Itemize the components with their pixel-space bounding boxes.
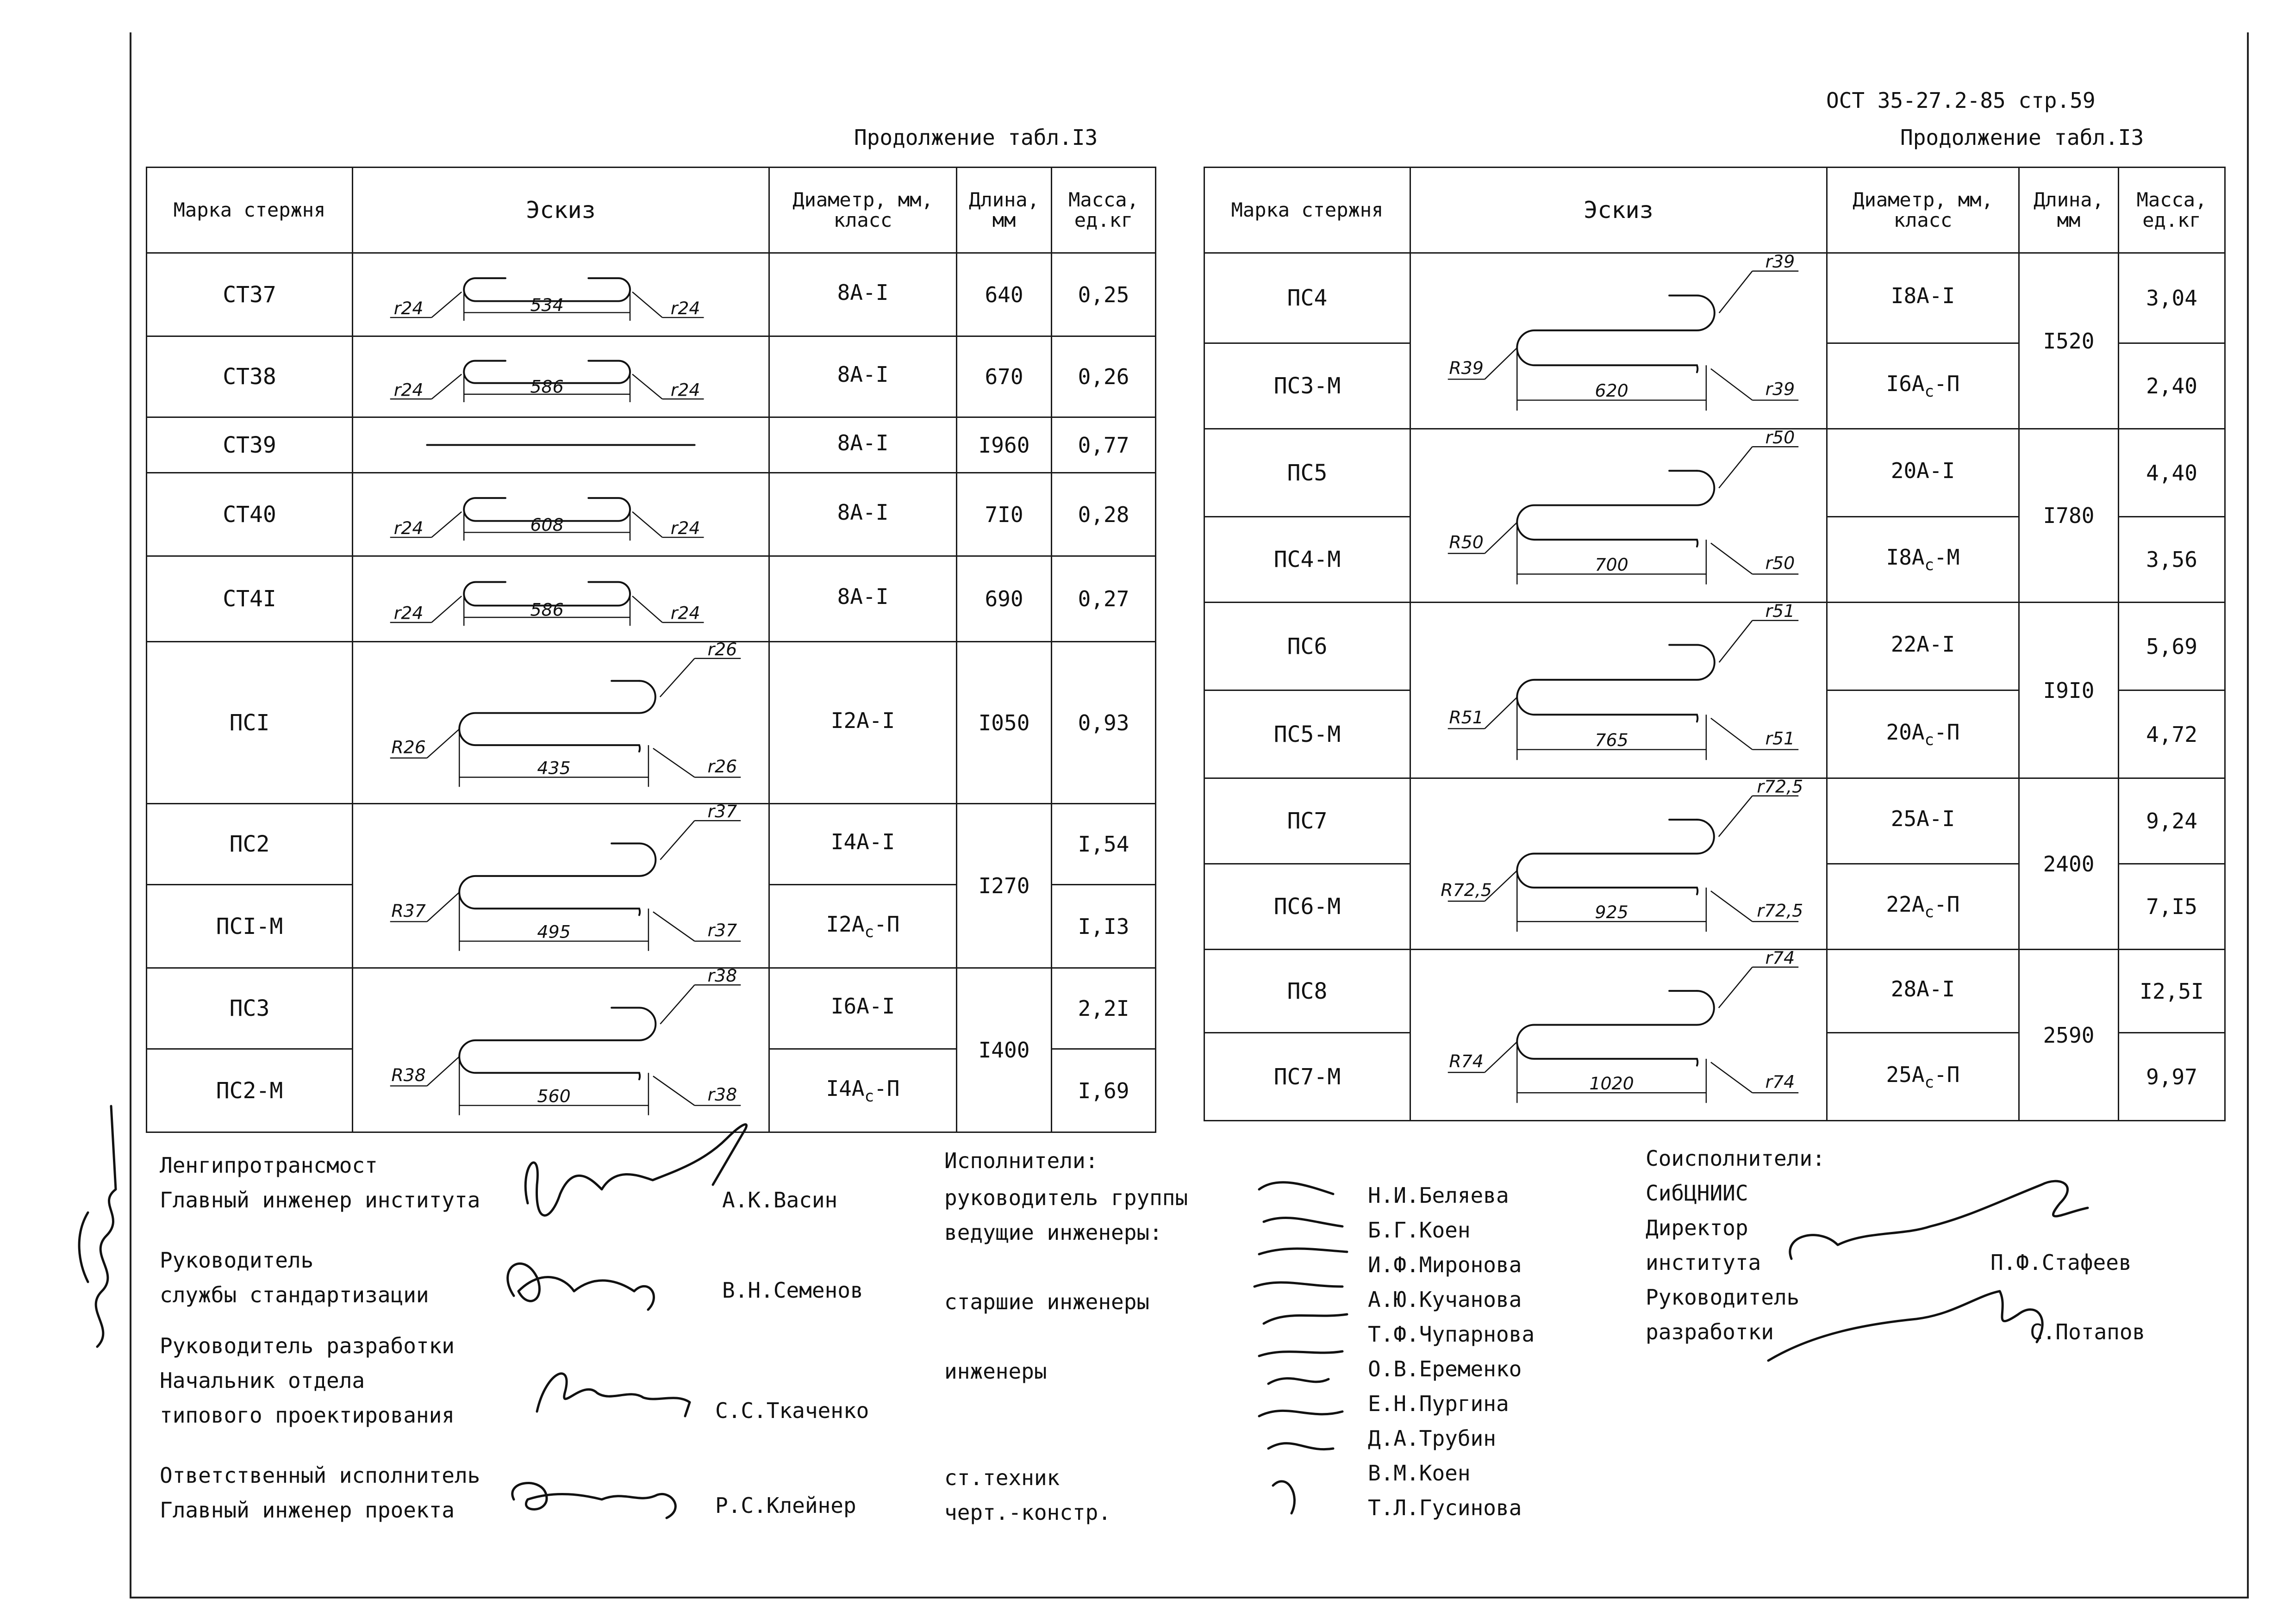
length-cell: I960 xyxy=(957,417,1052,473)
signature-scribble xyxy=(1782,1166,2115,1287)
bar-sketch xyxy=(353,557,768,641)
mark-cell: ПС5-М xyxy=(1204,690,1410,778)
dimension-label: 560 xyxy=(537,1086,571,1107)
executor-name: И.Ф.Миронова xyxy=(1368,1252,1522,1277)
executor-name: Б.Г.Коен xyxy=(1368,1218,1471,1243)
radius-label: R26 xyxy=(391,737,426,758)
mass-cell: 0,77 xyxy=(1052,417,1156,473)
leader-line xyxy=(1485,522,1517,553)
bar-path xyxy=(1517,820,1714,894)
executor-name: Е.Н.Пургина xyxy=(1368,1391,1509,1416)
leader-line xyxy=(1711,369,1753,400)
diameter-cell: I8А-I xyxy=(1827,253,2019,343)
sketch-cell xyxy=(1410,950,1827,1121)
sketch-cell xyxy=(353,968,769,1132)
leader-line xyxy=(1719,447,1752,488)
length-cell: I520 xyxy=(2019,253,2119,429)
table-row xyxy=(147,336,1156,417)
bar-path xyxy=(1517,645,1715,721)
executors-title: Исполнители: xyxy=(944,1148,1098,1173)
dimension-label: 586 xyxy=(530,376,564,397)
col-length-header: Длина, мм xyxy=(2019,168,2119,253)
continuation-right: Продолжение табл.I3 xyxy=(1900,125,2144,150)
resp-label-1: Ответственный исполнитель xyxy=(160,1463,480,1488)
col-length-header: Длина, мм xyxy=(957,168,1052,253)
leader-line xyxy=(653,912,695,941)
mass-cell: I,54 xyxy=(1052,804,1156,885)
mass-cell: I2,5I xyxy=(2119,950,2225,1033)
leader-line xyxy=(427,729,459,758)
mass-cell: 3,56 xyxy=(2119,517,2225,603)
length-cell: 640 xyxy=(957,253,1052,336)
length-cell: 690 xyxy=(957,556,1052,642)
sketch-cell xyxy=(353,417,769,473)
director-name: П.Ф.Стафеев xyxy=(1990,1250,2132,1275)
radius-label: r38 xyxy=(707,969,737,986)
std-head-name: В.Н.Семенов xyxy=(722,1278,863,1303)
reinforcement-table-right xyxy=(1204,167,2226,1121)
bar-sketch xyxy=(1411,779,1826,949)
mass-cell: 4,40 xyxy=(2119,429,2225,517)
radius-label: r50 xyxy=(1765,429,1795,448)
dimension-label: 495 xyxy=(537,921,571,942)
executor-name: Т.Ф.Чупарнова xyxy=(1368,1322,1535,1347)
bar-sketch xyxy=(353,254,768,336)
table-row xyxy=(147,968,1156,1049)
diameter-cell: 8А-I xyxy=(769,336,957,417)
length-cell: I270 xyxy=(957,804,1052,968)
signature-scribble xyxy=(518,1351,713,1425)
dev-head-label: Руководитель разработки xyxy=(160,1333,455,1358)
diameter-cell: 25А-I xyxy=(1827,778,2019,864)
bar-sketch xyxy=(1411,950,1826,1120)
radius-label: r24 xyxy=(393,518,424,538)
dimension-label: 700 xyxy=(1595,554,1628,575)
sketch-cell xyxy=(1410,253,1827,429)
leader-line xyxy=(1711,891,1753,921)
bar-sketch xyxy=(353,969,768,1132)
diameter-cell: 28А-I xyxy=(1827,950,2019,1033)
radius-label: r24 xyxy=(393,603,424,623)
mark-cell: ПС6 xyxy=(1204,603,1410,690)
leader-line xyxy=(1711,1062,1753,1093)
signature-scribble xyxy=(509,1111,768,1259)
diameter-cell: 8А-I xyxy=(769,556,957,642)
mass-cell: 4,72 xyxy=(2119,690,2225,778)
resp-label-2: Главный инженер проекта xyxy=(160,1498,455,1523)
length-cell: I780 xyxy=(2019,429,2119,603)
reinforcement-table-left xyxy=(146,167,1156,1133)
bar-sketch xyxy=(353,337,768,417)
bar-path xyxy=(459,681,655,752)
col-mark-header: Марка стержня xyxy=(1204,168,1410,253)
table-row xyxy=(147,253,1156,336)
eng-label: инженеры xyxy=(944,1359,1047,1384)
dept-head-label-1: Начальник отдела xyxy=(160,1368,365,1393)
diameter-cell: I2А-I xyxy=(769,642,957,804)
tech-label-1: ст.техник xyxy=(944,1465,1060,1490)
leader-line xyxy=(431,512,462,537)
table-row xyxy=(147,556,1156,642)
table-row xyxy=(1204,253,2225,343)
radius-label: r39 xyxy=(1765,379,1795,399)
executor-name: Н.И.Беляева xyxy=(1368,1183,1509,1208)
signature-scribble xyxy=(1250,1171,1370,1541)
col-mass-header: Масса, ед.кг xyxy=(2119,168,2225,253)
diameter-cell: 8А-I xyxy=(769,417,957,473)
dimension-label: 1020 xyxy=(1589,1073,1634,1094)
mark-cell: ПС8 xyxy=(1204,950,1410,1033)
executor-name: Т.Л.Гусинова xyxy=(1368,1495,1522,1520)
bar-sketch xyxy=(1411,429,1826,602)
diameter-cell: I6А-I xyxy=(769,968,957,1049)
co-executors-title: Соисполнители: xyxy=(1646,1146,1825,1171)
mass-cell: 9,97 xyxy=(2119,1033,2225,1121)
co-dev-head-label-2: разработки xyxy=(1646,1319,1774,1344)
dimension-label: 586 xyxy=(530,599,564,620)
mass-cell: 3,04 xyxy=(2119,253,2225,343)
mark-cell: СТ40 xyxy=(147,473,353,556)
radius-label: r38 xyxy=(707,1084,737,1105)
bar-sketch xyxy=(353,473,768,555)
sketch-cell xyxy=(1410,429,1827,603)
chief-engineer-label: Главный инженер института xyxy=(160,1188,480,1213)
leader-line xyxy=(653,1076,695,1105)
radius-label: R74 xyxy=(1449,1051,1484,1072)
length-cell: 7I0 xyxy=(957,473,1052,556)
executor-name: А.Ю.Кучанова xyxy=(1368,1287,1522,1312)
col-mark-header: Марка стержня xyxy=(147,168,353,253)
diameter-cell: 20А-I xyxy=(1827,429,2019,517)
mark-cell: СТ39 xyxy=(147,417,353,473)
length-cell: I9I0 xyxy=(2019,603,2119,778)
radius-label: r26 xyxy=(707,642,737,659)
radius-label: r24 xyxy=(670,603,700,623)
radius-label: R37 xyxy=(391,900,426,921)
radius-label: r50 xyxy=(1765,553,1795,573)
bar-path xyxy=(459,843,655,915)
tech-label-2: черт.-констр. xyxy=(944,1500,1111,1525)
diameter-cell: I4А-I xyxy=(769,804,957,885)
group-lead-label: руководитель группы xyxy=(944,1185,1188,1210)
signature-scribble xyxy=(1759,1277,2060,1370)
mass-cell: 0,93 xyxy=(1052,642,1156,804)
table-row xyxy=(1204,603,2225,690)
mass-cell: 0,25 xyxy=(1052,253,1156,336)
dimension-label: 925 xyxy=(1595,902,1628,922)
radius-label: r51 xyxy=(1765,728,1795,749)
dimension-label: 765 xyxy=(1595,730,1628,751)
bar-sketch xyxy=(353,418,768,472)
mass-cell: 0,28 xyxy=(1052,473,1156,556)
radius-label: r26 xyxy=(707,756,737,777)
col-sketch-header: Эскиз xyxy=(353,168,769,253)
director-label-2: института xyxy=(1646,1250,1761,1275)
bar-sketch xyxy=(353,642,768,803)
co-dev-head-label-1: Руководитель xyxy=(1646,1285,1800,1310)
col-sketch-header: Эскиз xyxy=(1410,168,1827,253)
sketch-cell xyxy=(353,473,769,556)
length-cell: I050 xyxy=(957,642,1052,804)
sketch-cell xyxy=(353,253,769,336)
mark-cell: ПС7-М xyxy=(1204,1033,1410,1121)
leader-line xyxy=(653,748,695,777)
mass-cell: I,I3 xyxy=(1052,885,1156,968)
radius-label: r51 xyxy=(1765,603,1795,622)
diameter-cell: 8А-I xyxy=(769,253,957,336)
leader-line xyxy=(431,292,462,317)
diameter-cell: 22А-I xyxy=(1827,603,2019,690)
signature-scribble xyxy=(500,1462,694,1532)
mark-cell: ПС3 xyxy=(147,968,353,1049)
bar-path xyxy=(1517,295,1715,372)
leader-line xyxy=(1719,271,1753,313)
std-head-label-1: Руководитель xyxy=(160,1248,314,1273)
mark-cell: ПС3-М xyxy=(1204,343,1410,429)
radius-label: r24 xyxy=(670,379,700,400)
length-cell: 2590 xyxy=(2019,950,2119,1121)
sketch-cell xyxy=(353,642,769,804)
radius-label: r24 xyxy=(670,298,700,318)
radius-label: r72,5 xyxy=(1757,900,1803,921)
std-head-label-2: службы стандартизации xyxy=(160,1282,429,1307)
mass-cell: I,69 xyxy=(1052,1049,1156,1132)
executor-name: О.В.Еременко xyxy=(1368,1356,1522,1381)
table-row xyxy=(1204,950,2225,1033)
leader-line xyxy=(632,374,662,399)
length-cell: I400 xyxy=(957,968,1052,1132)
mark-cell: ПС5 xyxy=(1204,429,1410,517)
continuation-left: Продолжение табл.I3 xyxy=(854,125,1098,150)
mark-cell: ПС2 xyxy=(147,804,353,885)
resp-name: Р.С.Клейнер xyxy=(715,1493,856,1518)
mark-cell: СТ38 xyxy=(147,336,353,417)
mark-cell: СТ37 xyxy=(147,253,353,336)
leader-line xyxy=(632,596,662,622)
leader-line xyxy=(632,512,662,537)
radius-label: r37 xyxy=(707,920,737,941)
table-row xyxy=(147,473,1156,556)
diameter-cell: $22А_с-П$ xyxy=(1827,864,2019,950)
mark-cell: ПСI-М xyxy=(147,885,353,968)
diameter-cell: $I6А_с-П$ xyxy=(1827,343,2019,429)
co-org: СибЦНИИС xyxy=(1646,1181,1748,1206)
radius-label: r74 xyxy=(1765,1071,1795,1092)
mark-cell: ПСI xyxy=(147,642,353,804)
table-header-row xyxy=(1204,168,2225,253)
mass-cell: 0,26 xyxy=(1052,336,1156,417)
leader-line xyxy=(1485,348,1517,379)
leader-line xyxy=(427,1057,459,1086)
executor-name: В.М.Коен xyxy=(1368,1461,1471,1486)
diameter-cell: $I8А_с-М$ xyxy=(1827,517,2019,603)
radius-label: r72,5 xyxy=(1757,779,1803,797)
col-mass-header: Масса, ед.кг xyxy=(1052,168,1156,253)
signature-scribble xyxy=(486,1240,680,1324)
radius-label: R38 xyxy=(391,1064,426,1085)
table-row xyxy=(147,642,1156,804)
sketch-cell xyxy=(1410,603,1827,778)
leader-line xyxy=(431,596,462,622)
mark-cell: СТ4I xyxy=(147,556,353,642)
mark-cell: ПС4-М xyxy=(1204,517,1410,603)
radius-label: r24 xyxy=(393,298,424,318)
leader-line xyxy=(632,292,662,317)
diameter-cell: $I2А_с-П$ xyxy=(769,885,957,968)
dimension-label: 534 xyxy=(530,295,564,315)
mark-cell: ПС6-М xyxy=(1204,864,1410,950)
senior-eng-label: старшие инженеры xyxy=(944,1289,1150,1314)
leader-line xyxy=(1719,967,1753,1008)
co-dev-head-name: С.Потапов xyxy=(2030,1319,2146,1344)
radius-label: R72,5 xyxy=(1441,880,1492,901)
leader-line xyxy=(1719,796,1753,837)
leading-eng-label: ведущие инженеры: xyxy=(944,1220,1162,1245)
radius-label: R50 xyxy=(1449,532,1484,553)
signature-scribble xyxy=(60,1097,144,1365)
bar-path xyxy=(1517,991,1714,1065)
mass-cell: 5,69 xyxy=(2119,603,2225,690)
mass-cell: 2,2I xyxy=(1052,968,1156,1049)
diameter-cell: $25А_с-П$ xyxy=(1827,1033,2019,1121)
sketch-cell xyxy=(353,804,769,968)
table-row xyxy=(147,804,1156,885)
executor-name: Д.А.Трубин xyxy=(1368,1426,1496,1451)
bar-sketch xyxy=(1411,254,1826,428)
radius-label: R51 xyxy=(1449,707,1484,728)
table-row xyxy=(1204,778,2225,864)
table-row xyxy=(1204,429,2225,517)
document-code: ОСТ 35-27.2-85 стр.59 xyxy=(1826,88,2096,113)
leader-line xyxy=(1711,543,1753,574)
mark-cell: ПС7 xyxy=(1204,778,1410,864)
dept-head-name: С.С.Ткаченко xyxy=(715,1398,869,1423)
sketch-cell xyxy=(1410,778,1827,950)
dimension-label: 608 xyxy=(530,515,564,535)
leader-line xyxy=(1719,621,1753,662)
dimension-label: 435 xyxy=(537,758,571,778)
leader-line xyxy=(431,374,462,399)
leader-line xyxy=(1485,697,1517,729)
sketch-cell xyxy=(353,336,769,417)
diameter-cell: 8А-I xyxy=(769,473,957,556)
radius-label: r74 xyxy=(1765,950,1795,968)
table-row xyxy=(147,417,1156,473)
length-cell: 670 xyxy=(957,336,1052,417)
dimension-label: 620 xyxy=(1595,380,1628,401)
radius-label: R39 xyxy=(1449,358,1484,379)
table-header-row xyxy=(147,168,1156,253)
sketch-cell xyxy=(353,556,769,642)
radius-label: r24 xyxy=(393,379,424,400)
leader-line xyxy=(660,821,694,859)
bar-path xyxy=(1517,471,1714,547)
mark-cell: ПС2-М xyxy=(147,1049,353,1132)
radius-label: r37 xyxy=(707,804,737,822)
mass-cell: 2,40 xyxy=(2119,343,2225,429)
leader-line xyxy=(1711,718,1753,750)
radius-label: r24 xyxy=(670,518,700,538)
mass-cell: 9,24 xyxy=(2119,778,2225,864)
bar-sketch xyxy=(1411,603,1826,777)
diameter-cell: $I4А_с-П$ xyxy=(769,1049,957,1132)
bar-path xyxy=(459,1007,655,1079)
mass-cell: 7,I5 xyxy=(2119,864,2225,950)
director-label-1: Директор xyxy=(1646,1215,1748,1240)
mark-cell: ПС4 xyxy=(1204,253,1410,343)
chief-engineer-name: А.К.Васин xyxy=(722,1188,838,1213)
leader-line xyxy=(1485,1042,1517,1072)
col-diameter-header: Диаметр, мм, класс xyxy=(1827,168,2019,253)
leader-line xyxy=(660,659,695,697)
length-cell: 2400 xyxy=(2019,778,2119,950)
diameter-cell: $20А_с-П$ xyxy=(1827,690,2019,778)
leader-line xyxy=(660,985,694,1024)
mass-cell: 0,27 xyxy=(1052,556,1156,642)
col-diameter-header: Диаметр, мм, класс xyxy=(769,168,957,253)
org-name: Ленгипротрансмост xyxy=(160,1153,378,1178)
bar-sketch xyxy=(353,804,768,967)
dept-head-label-2: типового проектирования xyxy=(160,1403,455,1428)
leader-line xyxy=(427,892,459,921)
radius-label: r39 xyxy=(1765,254,1795,272)
